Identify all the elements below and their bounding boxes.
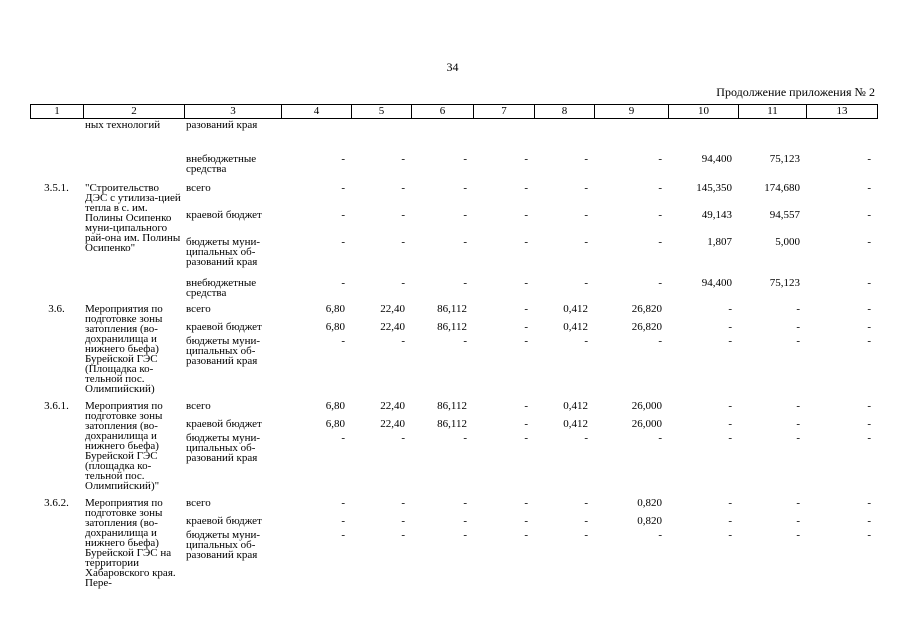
funding-source: краевой бюджет bbox=[186, 515, 262, 527]
funding-source: всего bbox=[186, 182, 211, 194]
value-cell: - bbox=[728, 418, 732, 430]
value-cell: 0,412 bbox=[563, 418, 588, 430]
column-header: 13 bbox=[807, 105, 878, 119]
value-cell: 0,820 bbox=[637, 515, 662, 527]
number-cell bbox=[30, 154, 83, 182]
value-cell: - bbox=[524, 277, 528, 289]
value-cell: - bbox=[341, 236, 345, 248]
value-cell: - bbox=[584, 182, 588, 194]
value-cell: - bbox=[524, 418, 528, 430]
value-cell: - bbox=[463, 335, 467, 347]
value-cell: - bbox=[463, 277, 467, 289]
value-cell: - bbox=[524, 432, 528, 444]
value-cell: - bbox=[867, 497, 871, 509]
value-cell: - bbox=[463, 515, 467, 527]
table-row bbox=[30, 401, 877, 419]
value-cell: - bbox=[796, 497, 800, 509]
value-cell: - bbox=[584, 432, 588, 444]
value-cell: 86,112 bbox=[437, 400, 467, 412]
column-header: 3 bbox=[185, 105, 282, 119]
table-row bbox=[30, 183, 877, 210]
value-cell: - bbox=[341, 277, 345, 289]
value-cell: - bbox=[524, 497, 528, 509]
value-cell: - bbox=[584, 153, 588, 165]
value-cell: - bbox=[796, 303, 800, 315]
value-cell: - bbox=[524, 236, 528, 248]
table-row bbox=[30, 304, 877, 322]
funding-source: бюджеты муни-ципальных об-разований края bbox=[186, 236, 261, 268]
item-name: Мероприятия по подготовке зоны затопления (во-дохранилища и нижнего бьефа) Бурейской ГЭС (Площадка ко-тельной пос. Олимпийский) bbox=[85, 303, 163, 395]
name-cell bbox=[83, 154, 184, 182]
value-cell: - bbox=[867, 236, 871, 248]
value-cell: - bbox=[584, 497, 588, 509]
value-cell: - bbox=[463, 209, 467, 221]
value-cell: - bbox=[867, 303, 871, 315]
value-cell: - bbox=[867, 277, 871, 289]
column-header: 11 bbox=[739, 105, 807, 119]
funding-source: внебюджетные средства bbox=[186, 277, 257, 299]
value-cell: - bbox=[728, 335, 732, 347]
value-cell: - bbox=[728, 515, 732, 527]
funding-source: бюджеты муни-ципальных об-разований края bbox=[186, 432, 261, 464]
value-cell: 86,112 bbox=[437, 321, 467, 333]
column-header: 2 bbox=[84, 105, 185, 119]
item-name: Мероприятия по подготовке зоны затопления (во-дохранилища и нижнего бьефа) Бурейской ГЭС (площадка ко-тельной пос. Олимпийский)" bbox=[85, 400, 163, 492]
value-cell: - bbox=[341, 153, 345, 165]
value-cell: 6,80 bbox=[325, 400, 345, 412]
column-header-table bbox=[30, 104, 878, 119]
value-cell: - bbox=[658, 209, 662, 221]
value-cell: 145,350 bbox=[696, 182, 732, 194]
value-cell: - bbox=[401, 432, 405, 444]
table-row bbox=[30, 154, 877, 182]
source-cell: внебюджетные средства bbox=[186, 153, 257, 175]
value-cell: 0,412 bbox=[563, 303, 588, 315]
value-cell: 174,680 bbox=[764, 182, 800, 194]
page-number: 34 bbox=[446, 60, 459, 74]
value-cell: - bbox=[867, 515, 871, 527]
funding-source: всего bbox=[186, 303, 211, 315]
value-cell: - bbox=[867, 400, 871, 412]
value-cell: - bbox=[463, 497, 467, 509]
value-cell: 94,557 bbox=[769, 209, 800, 221]
value-cell: 5,000 bbox=[775, 236, 800, 248]
item-number: 3.6.2. bbox=[44, 497, 69, 509]
value-cell: - bbox=[401, 335, 405, 347]
value-cell: - bbox=[796, 400, 800, 412]
value-cell: 26,000 bbox=[631, 418, 662, 430]
column-header: 8 bbox=[535, 105, 595, 119]
value-cell: 86,112 bbox=[437, 418, 467, 430]
value-cell: - bbox=[524, 153, 528, 165]
value-cell: 1,807 bbox=[707, 236, 732, 248]
data-table bbox=[30, 183, 877, 590]
item-name: "Строительство ДЭС с утилиза-цией тепла в с. им. Полины Осипенко муни-ципального рай-она им. Полины Осипенко" bbox=[85, 182, 181, 254]
value-cell: - bbox=[341, 182, 345, 194]
funding-source: краевой бюджет bbox=[186, 209, 262, 221]
value-cell: - bbox=[463, 236, 467, 248]
value-cell: - bbox=[796, 515, 800, 527]
value-cell: - bbox=[401, 236, 405, 248]
column-header: 1 bbox=[31, 105, 84, 119]
value-cell: 6,80 bbox=[325, 321, 345, 333]
value-cell: 49,143 bbox=[701, 209, 732, 221]
value-cell: 75,123 bbox=[769, 153, 800, 165]
value-cell: - bbox=[867, 335, 871, 347]
value-cell: - bbox=[796, 529, 800, 541]
continuation-note: Продолжение приложения № 2 bbox=[716, 85, 875, 99]
value-cell: - bbox=[401, 277, 405, 289]
value-cell: 86,112 bbox=[437, 303, 467, 315]
value-cell: - bbox=[728, 303, 732, 315]
column-header: 9 bbox=[595, 105, 669, 119]
funding-source: бюджеты муни-ципальных об-разований края bbox=[186, 529, 261, 561]
value-cell: - bbox=[728, 497, 732, 509]
value-cell: - bbox=[401, 153, 405, 165]
value-cell: - bbox=[584, 236, 588, 248]
value-cell: 26,820 bbox=[631, 303, 662, 315]
header-row bbox=[31, 105, 878, 119]
value-cell: - bbox=[341, 529, 345, 541]
value-cell: 75,123 bbox=[769, 277, 800, 289]
value-cell: - bbox=[341, 209, 345, 221]
value-cell: - bbox=[658, 153, 662, 165]
value-cell: - bbox=[728, 321, 732, 333]
value-cell: - bbox=[463, 432, 467, 444]
value-cell: - bbox=[524, 303, 528, 315]
column-header: 4 bbox=[282, 105, 352, 119]
value-cell: - bbox=[796, 321, 800, 333]
value-cell: - bbox=[867, 529, 871, 541]
value-cell: - bbox=[658, 236, 662, 248]
value-cell: 94,400 bbox=[701, 277, 732, 289]
value-cell: - bbox=[584, 529, 588, 541]
value-cell: 0,412 bbox=[563, 321, 588, 333]
value-cell: 94,400 bbox=[701, 153, 732, 165]
value-cell: - bbox=[867, 182, 871, 194]
value-cell: 22,40 bbox=[380, 303, 405, 315]
value-cell: - bbox=[658, 529, 662, 541]
value-cell: - bbox=[341, 335, 345, 347]
value-cell: - bbox=[524, 321, 528, 333]
source-tail: разований края bbox=[186, 119, 258, 131]
funding-source: бюджеты муни-ципальных об-разований края bbox=[186, 335, 261, 367]
column-header: 5 bbox=[352, 105, 412, 119]
value-cell: - bbox=[867, 321, 871, 333]
value-cell: - bbox=[584, 335, 588, 347]
funding-source: краевой бюджет bbox=[186, 321, 262, 333]
value-cell: - bbox=[728, 432, 732, 444]
value-cell: - bbox=[341, 515, 345, 527]
value-cell: 26,820 bbox=[631, 321, 662, 333]
value-cell: - bbox=[401, 515, 405, 527]
value-cell: - bbox=[524, 182, 528, 194]
top-continuation-table bbox=[30, 120, 877, 182]
value-cell: - bbox=[658, 182, 662, 194]
value-cell: - bbox=[867, 209, 871, 221]
value-cell: - bbox=[401, 529, 405, 541]
name-tail: ных технологий bbox=[85, 119, 161, 131]
value-cell: - bbox=[524, 400, 528, 412]
value-cell: - bbox=[401, 182, 405, 194]
value-cell: - bbox=[584, 209, 588, 221]
value-cell: - bbox=[584, 277, 588, 289]
value-cell: 26,000 bbox=[631, 400, 662, 412]
value-cell: - bbox=[341, 497, 345, 509]
value-cell: 6,80 bbox=[325, 303, 345, 315]
value-cell: 22,40 bbox=[380, 400, 405, 412]
column-header: 10 bbox=[669, 105, 739, 119]
value-cell: - bbox=[796, 432, 800, 444]
funding-source: всего bbox=[186, 400, 211, 412]
value-cell: - bbox=[867, 432, 871, 444]
value-cell: - bbox=[401, 497, 405, 509]
value-cell: - bbox=[658, 277, 662, 289]
value-cell: 0,820 bbox=[637, 497, 662, 509]
value-cell: - bbox=[524, 209, 528, 221]
value-cell: - bbox=[341, 432, 345, 444]
value-cell: - bbox=[463, 182, 467, 194]
value-cell: - bbox=[463, 153, 467, 165]
value-cell: - bbox=[796, 335, 800, 347]
item-number: 3.6. bbox=[48, 303, 65, 315]
value-cell: - bbox=[401, 209, 405, 221]
value-cell: 0,412 bbox=[563, 400, 588, 412]
value-cell: - bbox=[658, 432, 662, 444]
funding-source: краевой бюджет bbox=[186, 418, 262, 430]
funding-source: всего bbox=[186, 497, 211, 509]
value-cell: - bbox=[728, 400, 732, 412]
table-row bbox=[30, 498, 877, 516]
item-name: Мероприятия по подготовке зоны затопления (во-дохранилища и нижнего бьефа) Бурейской ГЭС на территории Хабаровского края. Пере- bbox=[85, 497, 176, 589]
value-cell: - bbox=[867, 418, 871, 430]
value-cell: 6,80 bbox=[325, 418, 345, 430]
value-cell: - bbox=[463, 529, 467, 541]
value-cell: - bbox=[524, 335, 528, 347]
value-cell: - bbox=[584, 515, 588, 527]
value-cell: - bbox=[524, 515, 528, 527]
value-cell: 22,40 bbox=[380, 418, 405, 430]
value-cell: 22,40 bbox=[380, 321, 405, 333]
column-header: 6 bbox=[412, 105, 474, 119]
value-cell: - bbox=[728, 529, 732, 541]
item-number: 3.5.1. bbox=[44, 182, 69, 194]
value-cell: - bbox=[658, 335, 662, 347]
column-header: 7 bbox=[474, 105, 535, 119]
item-number: 3.6.1. bbox=[44, 400, 69, 412]
table-row bbox=[30, 120, 877, 154]
value-cell: - bbox=[867, 153, 871, 165]
value-cell: - bbox=[796, 418, 800, 430]
value-cell: - bbox=[524, 529, 528, 541]
